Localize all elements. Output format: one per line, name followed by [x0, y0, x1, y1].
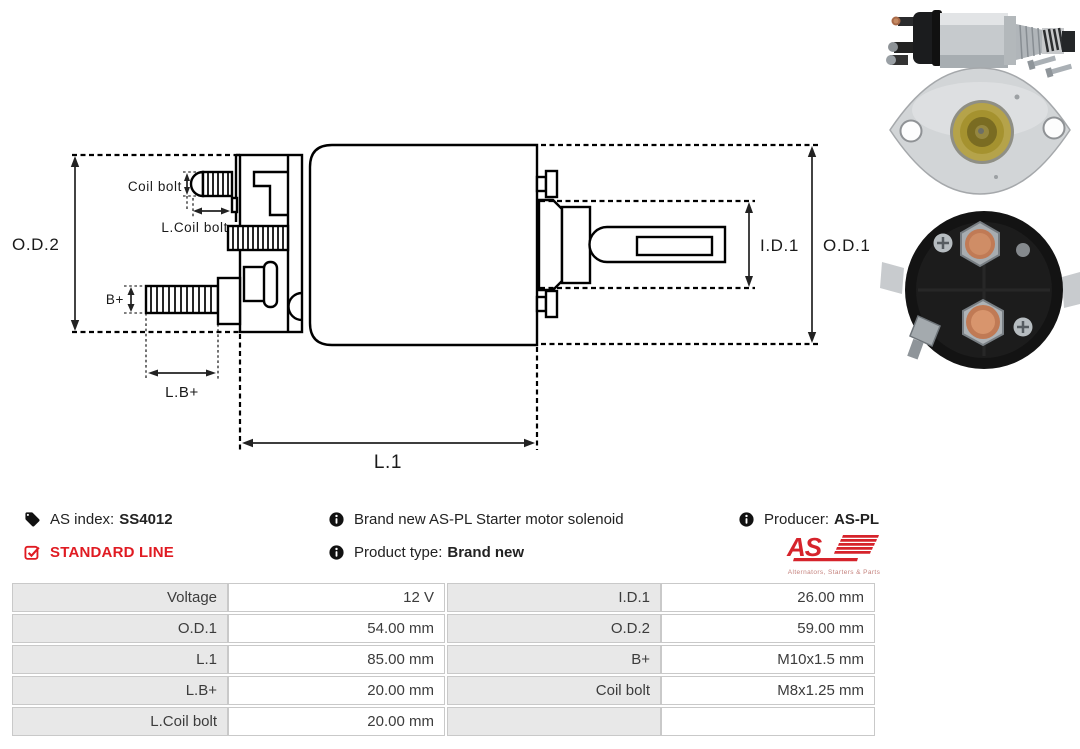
solenoid-body-outline: [310, 145, 537, 345]
producer-value: AS-PL: [834, 510, 880, 528]
spec-value: 12 V: [228, 583, 445, 612]
product-description: Brand new AS-PL Starter motor solenoid: [354, 510, 624, 528]
dim-l-b-plus: [146, 313, 218, 401]
spec-label: L.Coil bolt: [12, 707, 228, 736]
table-row: [12, 707, 875, 736]
standard-line-badge: STANDARD LINE: [50, 543, 174, 561]
coil-bolt2-outline: [228, 226, 288, 250]
spec-value: 26.00 mm: [661, 583, 875, 612]
od2-label: O.D.2: [12, 235, 60, 254]
l-b-plus-label: L.B+: [165, 384, 199, 401]
table-row: [12, 676, 875, 705]
as-pl-logo: [784, 532, 884, 576]
as-index-value: SS4012: [119, 510, 173, 528]
spec-label: L.1: [12, 645, 228, 674]
producer-label: Producer:: [764, 510, 830, 528]
product-photo-mounting-plate: [890, 68, 1070, 194]
spec-value: M10x1.5 mm: [661, 645, 875, 674]
spec-value: 85.00 mm: [228, 645, 445, 674]
table-row: [12, 614, 875, 643]
standard-line-row: [24, 542, 174, 562]
b-plus-label: B+: [105, 292, 124, 307]
as-pl-logo-text: AS: [787, 532, 822, 562]
info-icon: [738, 511, 755, 528]
tag-icon: [24, 511, 41, 528]
spec-value: M8x1.25 mm: [661, 676, 875, 705]
coil-bolt-label: Coil bolt: [127, 179, 182, 194]
spec-value: 20.00 mm: [228, 676, 445, 705]
product-photos: [880, 0, 1080, 380]
coil-bolt-outline: [191, 172, 237, 212]
spec-value: 54.00 mm: [228, 614, 445, 643]
spec-value: 59.00 mm: [661, 614, 875, 643]
checkbox-checked-icon: [24, 544, 41, 561]
dim-l-coil-bolt: [161, 196, 230, 235]
spec-label: I.D.1: [447, 583, 661, 612]
info-icon: [328, 544, 345, 561]
spec-label: L.B+: [12, 676, 228, 705]
dim-b-plus: [106, 286, 144, 313]
as-index-row: [24, 509, 173, 529]
table-row: [12, 645, 875, 674]
b-plus-bolt-outline: [146, 278, 240, 324]
spec-label: O.D.1: [12, 614, 228, 643]
description-row: [328, 509, 624, 529]
id1-label: I.D.1: [760, 236, 799, 255]
l1-label: L.1: [373, 452, 403, 473]
table-row: [12, 583, 875, 612]
product-photo-terminal-view: [880, 211, 1080, 369]
dim-coil-bolt: [128, 172, 197, 196]
as-pl-logo-mark: [786, 532, 882, 564]
as-pl-logo-tagline: Alternators, Starters & Parts: [787, 569, 881, 576]
plunger-outline: [539, 200, 725, 290]
dim-l1: [240, 334, 537, 473]
spec-label: O.D.2: [447, 614, 661, 643]
spec-label: [447, 707, 661, 736]
od1-label: O.D.1: [823, 236, 871, 255]
as-index-label: AS index:: [50, 510, 115, 528]
product-type-value: Brand new: [447, 543, 525, 561]
spec-label: B+: [447, 645, 661, 674]
l-coil-bolt-label: L.Coil bolt: [161, 220, 228, 235]
spec-label: Voltage: [12, 583, 228, 612]
product-type-row: [328, 542, 524, 562]
spec-label: Coil bolt: [447, 676, 661, 705]
spec-table: [12, 583, 875, 738]
spec-value: 20.00 mm: [228, 707, 445, 736]
producer-row: [738, 509, 879, 529]
spec-value: [661, 707, 875, 736]
info-icon: [328, 511, 345, 528]
product-type-label: Product type:: [354, 543, 443, 561]
